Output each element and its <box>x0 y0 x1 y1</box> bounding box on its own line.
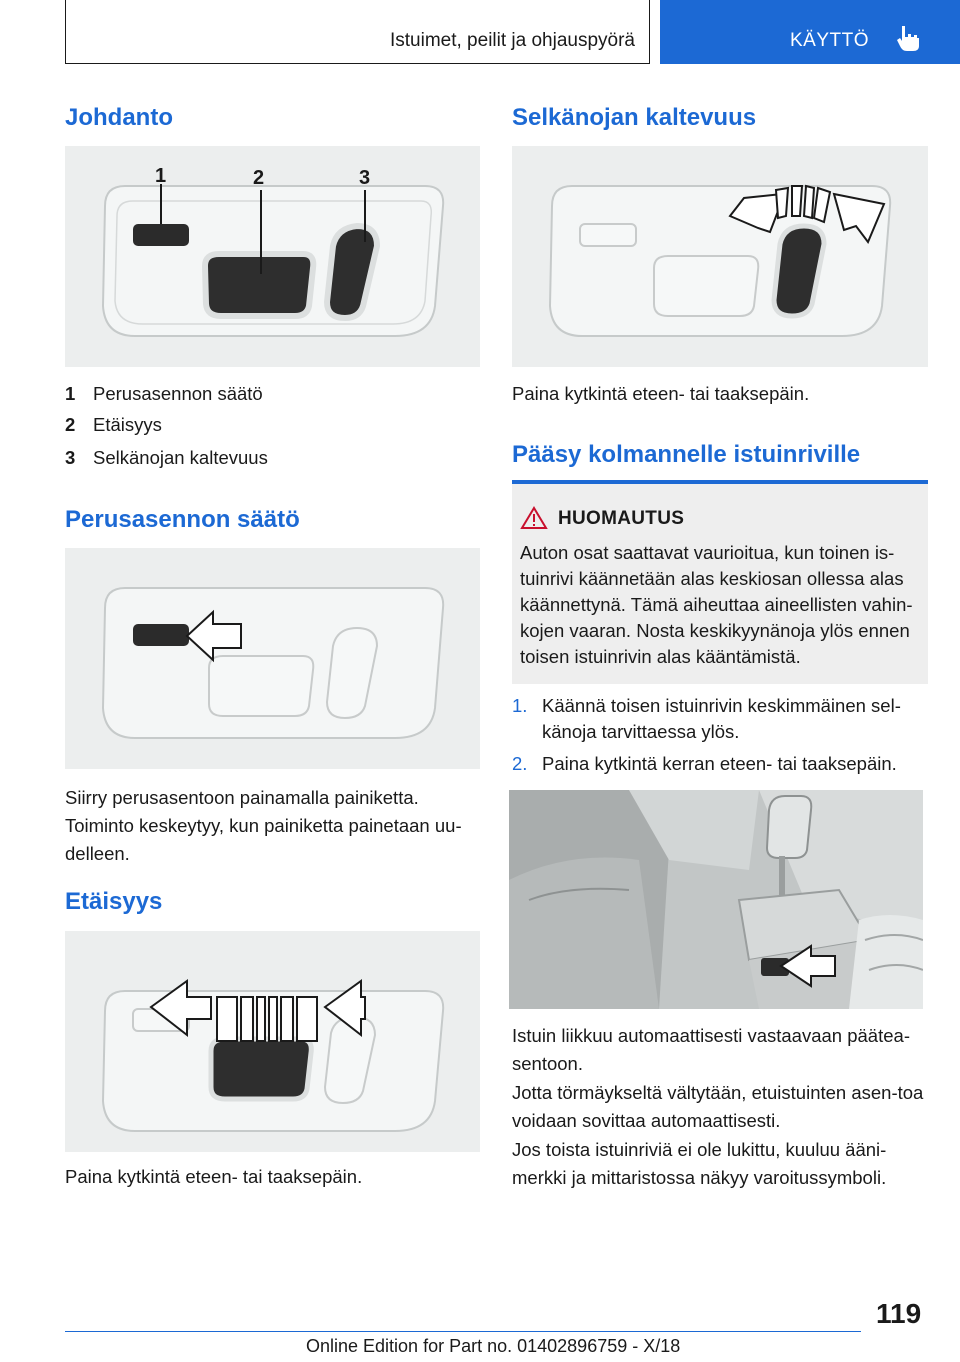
header-chapter-title: KÄYTTÖ <box>790 30 870 51</box>
pointing-hand-icon <box>896 24 922 52</box>
step-1-number: 1. <box>512 695 528 716</box>
warning-triangle-icon <box>520 506 548 530</box>
heading-basic-position: Perusasennon säätö <box>65 506 300 533</box>
figure-third-row-seat <box>509 790 923 1009</box>
header-section-title: Istuimet, peilit ja ohjauspyörä <box>389 30 635 51</box>
header-section-box <box>65 0 650 64</box>
figure-basic-position-button <box>65 548 480 769</box>
basic-position-text-2: Toiminto keskeytyy, kun painiketta painetaan uu-delleen. <box>65 815 462 864</box>
result-text-3: Jos toista istuinriviä ei ole lukittu, kuuluu ääni-merkki ja mittaristossa näkyy varoitussymboli. <box>512 1139 887 1188</box>
backrest-text: Paina kytkintä eteen- tai taaksepäin. <box>512 383 810 404</box>
notice-title: HUOMAUTUS <box>558 508 685 529</box>
distance-text: Paina kytkintä eteen- tai taaksepäin. <box>65 1166 363 1187</box>
footer-divider <box>65 1331 861 1332</box>
notice-text: Auton osat saattavat vaurioitua, kun toinen is-tuinrivi käännetään alas keskiosan ollessa alas käännettynä. Tämä aiheuttaa aineellisten vahin-kojen vaaran. Nosta keskikyynänoja ylös ennen toisen istuinrivin alas kääntämistä. <box>520 542 913 667</box>
step-2-text: Paina kytkintä kerran eteen- tai taaksepäin. <box>542 753 897 774</box>
callout-3: 3 <box>359 167 371 189</box>
header-chapter-tab <box>660 0 960 64</box>
result-text-1: Istuin liikkuu automaattisesti vastaavaan päätea-sentoon. <box>512 1025 910 1074</box>
figure-distance-switch <box>65 931 480 1152</box>
page-number: 119 <box>876 1298 922 1329</box>
heading-distance: Etäisyys <box>65 888 163 915</box>
figure-seat-controls-overview <box>65 146 480 367</box>
heading-third-row-access: Pääsy kolmannelle istuinriville <box>512 441 861 468</box>
callout-1: 1 <box>155 165 167 187</box>
heading-backrest: Selkänojan kaltevuus <box>512 104 757 131</box>
callout-2: 2 <box>253 167 265 189</box>
heading-intro: Johdanto <box>65 104 173 131</box>
step-2-number: 2. <box>512 753 528 774</box>
figure-backrest-switch <box>512 146 928 367</box>
notice-box <box>512 484 928 684</box>
step-1-text: Käännä toisen istuinrivin keskimmäinen sel-känoja tarvittaessa ylös. <box>542 695 901 742</box>
result-text-2: Jotta törmäykseltä vältytään, etuistuinten asen-toa voidaan sovittaa automaattisesti. <box>512 1082 924 1131</box>
footer-edition: Online Edition for Part no. 01402896759 - X/18 <box>306 1336 681 1356</box>
basic-position-text-1: Siirry perusasentoon painamalla painiketta. <box>65 787 419 808</box>
